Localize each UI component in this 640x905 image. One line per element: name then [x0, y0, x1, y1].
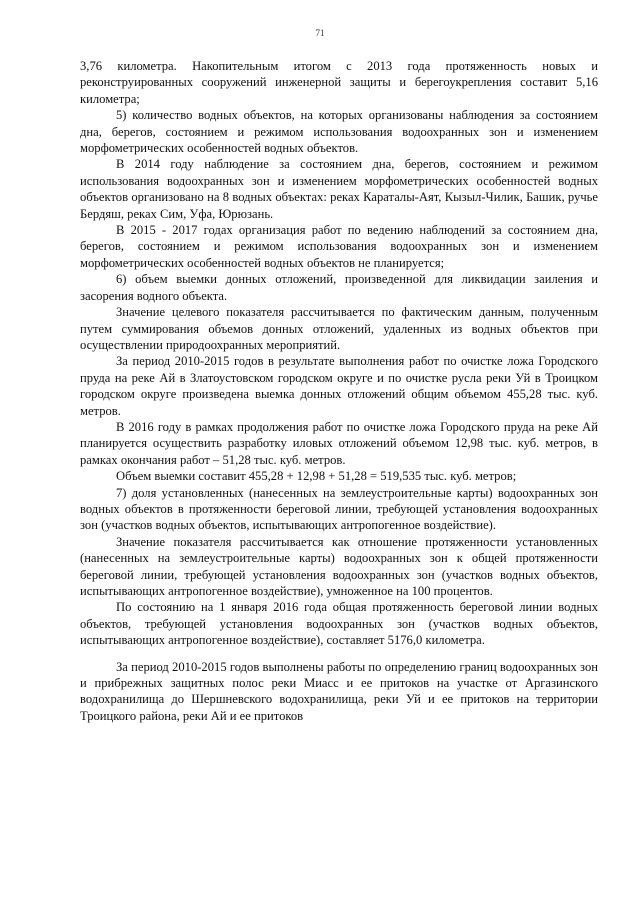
paragraph-continuation: 3,76 километра. Накопительным итогом с 2013 года протяженность новых и реконструированных сооружений инженерной защиты и берегоукрепления составит 5,16 километра; — [80, 59, 598, 106]
paragraph-boundary-works: За период 2010-2015 годов выполнены работы по определению границ водоохранных зон и прибрежных защитных полос реки Миасс и ее притоков на участке от Аргазинского водохранилища до Шершневского водохранилища, реки Уй и ее притоков на территории Троицкого района, реки Ай и ее притоков — [80, 659, 598, 723]
paragraph-2015-2017-plans: В 2015 - 2017 годах организация работ по ведению наблюдений за состоянием дна, берегов, состоянием и режимом использования водоохранных зон и изменением морфометрических особенностей водных объектов не планируется; — [80, 223, 598, 270]
paragraph-item-5: 5) количество водных объектов, на которых организованы наблюдения за состоянием дна, берегов, состоянием и режимом использования водоохранных зон и изменением морфометрических особенностей водных объектов. — [80, 108, 598, 156]
paragraph-total-volume: Объем выемки составит 455,28 + 12,98 + 51,28 = 519,535 тыс. куб. метров; — [116, 469, 517, 484]
paragraph-item-7: 7) доля установленных (нанесенных на землеустроительные карты) водоохранных зон водных объектов в протяженности береговой линии, требующей установления водоохранных зон (участков водных объектов, испытывающих антропогенное воздействие). — [80, 485, 598, 533]
paragraph-2016-dredging: В 2016 году в рамках продолжения работ по очистке ложа Городского пруда на реке Ай планируется осуществить разработку иловых отложений объемом 12,98 тыс. куб. метров, в рамках окончания работ – 51,28 тыс. куб. метров. — [80, 419, 598, 467]
paragraph-share-calculation: Значение показателя рассчитывается как отношение протяженности установленных (нанесенных на землеустроительные карты) водоохранных зон к общей протяженности береговой линии, требующей установления водоохранных зон (участков водных объектов, испытывающих антропогенное воздействие), умноженное на 100 процентов. — [80, 534, 598, 598]
document-body — [80, 58, 598, 724]
paragraph-item-6: 6) объем выемки донных отложений, произведенной для ликвидации заиления и засорения водного объекта. — [80, 272, 598, 303]
paragraph-2014-observations: В 2014 году наблюдение за состоянием дна, берегов, состоянием и режимом использования водоохранных зон и изменением морфометрических особенностей водных объектов организовано на 8 водных объектах: реках Караталы-Аят, Кызыл-Чилик, Башик, ручье Бердяш, реках Сим, Уфа, Юрюзань. — [80, 157, 598, 221]
paragraph-indicator-calculation: Значение целевого показателя рассчитывается по фактическим данным, полученным путем суммирования объемов донных отложений, удаленных из водных объектов при осуществлении природоохранных мероприятий. — [80, 305, 598, 352]
paragraph-2010-2015-dredging: За период 2010-2015 годов в результате выполнения работ по очистке ложа Городского пруда на реке Ай в Златоустовском городском округе и по очистке русла реки Уй в Троицком городском округе произведена выемка донных отложений общим объемом 455,28 тыс. куб. метров. — [80, 354, 598, 418]
paragraph-shoreline-length: По состоянию на 1 января 2016 года общая протяженность береговой линии водных объектов, требующей установления водоохранных зон (участков водных объектов, испытывающих антропогенное воздействие), составляет 5176,0 километра. — [80, 600, 598, 648]
page-number: 71 — [315, 28, 325, 38]
